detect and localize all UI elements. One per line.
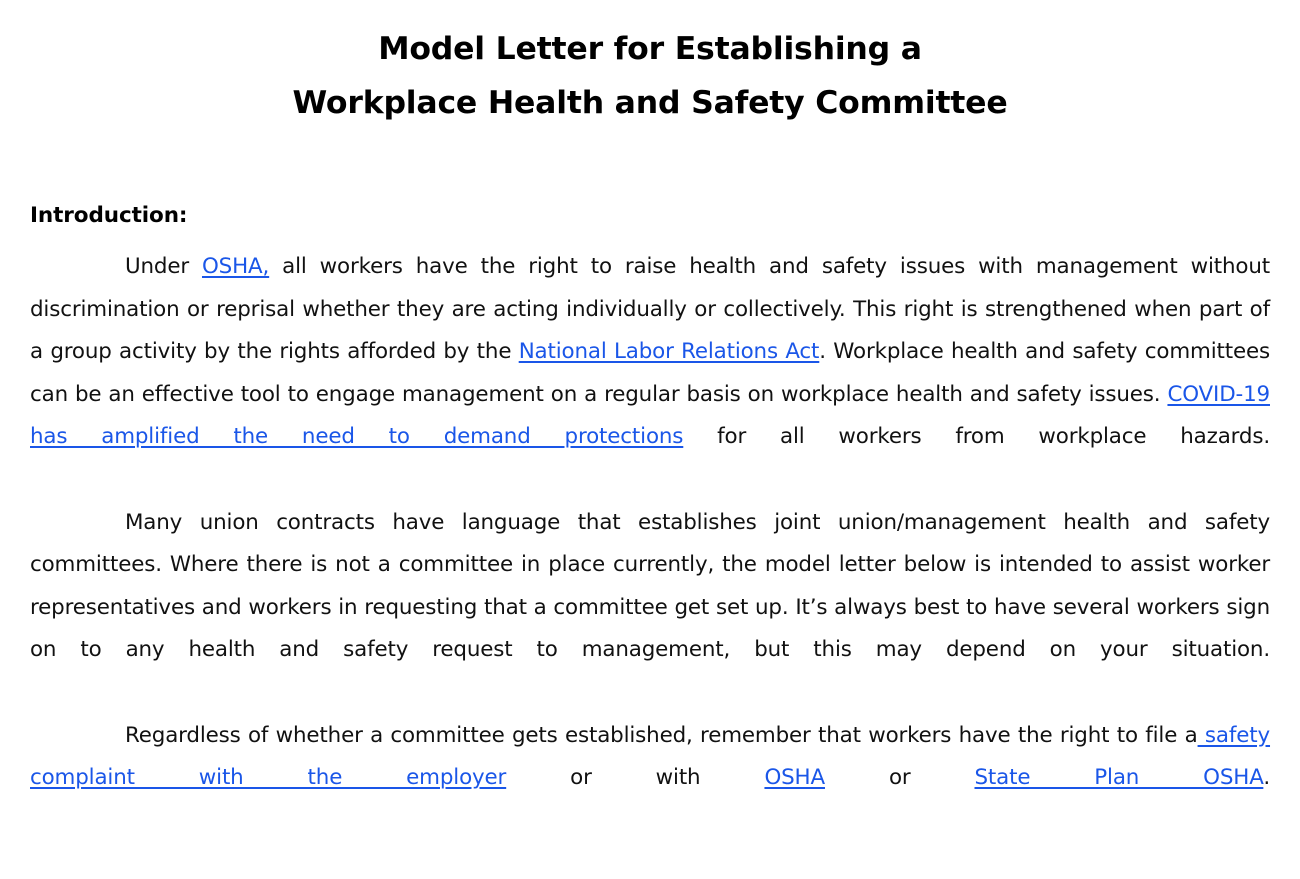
link-national-labor-relations-act[interactable]: National Labor Relations Act [518, 339, 820, 365]
p1-text-1: Under [125, 254, 202, 279]
document-body [30, 230, 1270, 842]
link-covid-19-protections[interactable]: COVID-19 has amplified the need to demand protections [30, 381, 1270, 450]
link-osha-1[interactable]: OSHA, [201, 254, 270, 279]
paragraph-introduction [30, 246, 1270, 502]
p1-text-4: for all workers from workplace hazards. [683, 424, 1270, 450]
p1-text-3: . Workplace health and safety committees can be an effective tool to engage management on a regular basis on workplace health and safety issues. [30, 339, 1270, 407]
paragraph-union-contracts [30, 502, 1270, 715]
p2-text-1: Many union contracts have language that establishes joint union/management health and safety committees. Where there is not a committee in place currently, the model letter below is intended to assist worker representatives and workers in requesting that a committee get set up. It’s always best to have several workers sign on to any health and safety request to management, but this may depend on your situation. [30, 509, 1270, 663]
link-osha-2[interactable]: OSHA [764, 765, 825, 791]
link-safety-complaint-with-employer[interactable]: safety complaint with the employer [30, 722, 1271, 791]
p3-text-3: or [824, 765, 975, 791]
paragraph-regardless [30, 715, 1270, 843]
link-state-plan-osha[interactable]: State Plan OSHA [974, 765, 1264, 791]
p3-text-1: Regardless of whether a committee gets established, remember that workers have the right to file a [125, 722, 1198, 748]
p3-text-4: . [1263, 765, 1270, 791]
page-title-line-1: Model Letter for Establishing a [378, 31, 922, 67]
page-title-line-2: Workplace Health and Safety Committee [292, 85, 1008, 121]
page-title [30, 0, 1270, 130]
p3-text-2: or with [506, 765, 765, 791]
p1-text-2: all workers have the right to raise health and safety issues with management without discrimination or reprisal whether they are acting individually or collectively. This right is strengthened when part of a group activity by the rights afforded by the [30, 254, 1270, 365]
section-heading-introduction: Introduction: [30, 203, 188, 228]
